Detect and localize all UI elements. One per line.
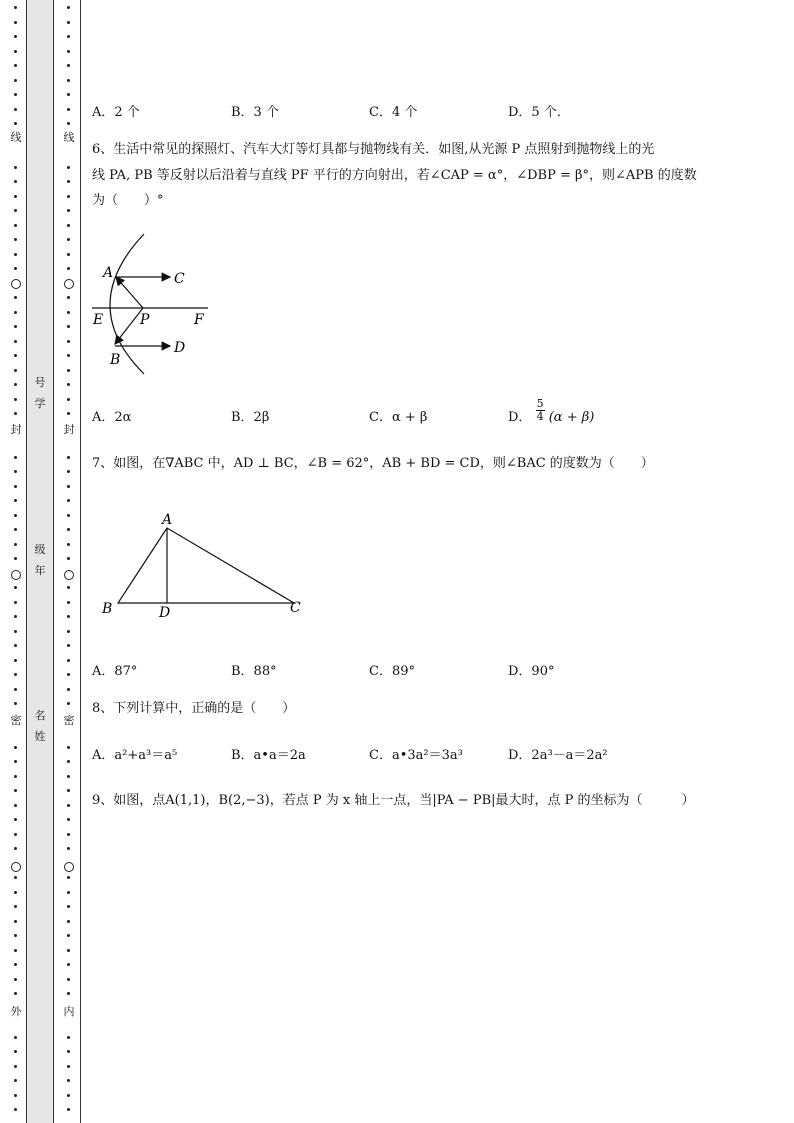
fraction-denominator: 4 xyxy=(536,410,544,423)
seal-dot xyxy=(67,354,70,357)
q5-option-c[interactable]: C．4 个 xyxy=(369,105,418,120)
seal-dot xyxy=(67,833,70,836)
field-label: 学 xyxy=(34,397,46,410)
seal-dot xyxy=(67,50,70,53)
q6-option-d-suffix: (α + β) xyxy=(548,410,595,425)
seal-dot xyxy=(67,93,70,96)
seal-dot xyxy=(67,891,70,894)
seal-circle-icon xyxy=(64,279,74,289)
seal-dot xyxy=(14,456,17,459)
left-label-xian: 线 xyxy=(10,131,22,144)
seal-dot xyxy=(67,804,70,807)
label-d: D xyxy=(174,340,186,356)
seal-circle-icon xyxy=(64,862,74,872)
seal-dot xyxy=(14,978,17,981)
seal-dot xyxy=(14,949,17,952)
seal-dot xyxy=(67,195,70,198)
q7-option-d[interactable]: D．90° xyxy=(508,664,555,679)
seal-dot xyxy=(14,64,17,67)
label-b: B xyxy=(110,352,121,368)
seal-dot xyxy=(67,847,70,850)
label-p: P xyxy=(140,312,150,328)
seal-dot xyxy=(67,412,70,415)
q5-option-d[interactable]: D．5 个． xyxy=(508,105,570,120)
seal-dot xyxy=(67,369,70,372)
seal-dot xyxy=(14,383,17,386)
seal-dot xyxy=(14,615,17,618)
ray-pa xyxy=(116,277,143,308)
left-dotted-seal-line xyxy=(9,0,23,1123)
label-a: A xyxy=(162,512,173,528)
seal-dot xyxy=(67,311,70,314)
seal-dot xyxy=(14,818,17,821)
label-d: D xyxy=(159,605,171,621)
seal-dot xyxy=(14,369,17,372)
right-dotted-seal-line xyxy=(62,0,76,1123)
student-info-strip xyxy=(26,0,54,1123)
field-label: 名 xyxy=(34,709,46,722)
binding-margin xyxy=(0,0,82,1123)
seal-dot xyxy=(67,340,70,343)
seal-dot xyxy=(14,543,17,546)
q6-option-c[interactable]: C．α + β xyxy=(369,410,428,425)
q5-option-b[interactable]: B．3 个 xyxy=(231,105,279,120)
q8-option-a[interactable]: A．a²+a³＝a⁵ xyxy=(92,748,178,763)
q5-option-a[interactable]: A．2 个 xyxy=(92,105,140,120)
q8-option-c[interactable]: C．a•3a²＝3a³ xyxy=(369,748,463,763)
seal-dot xyxy=(14,1108,17,1111)
seal-dot xyxy=(14,1050,17,1053)
seal-dot xyxy=(14,644,17,647)
seal-dot xyxy=(14,224,17,227)
seal-dot xyxy=(67,905,70,908)
seal-dot xyxy=(14,35,17,38)
triangle-abc xyxy=(118,528,294,603)
seal-circle-icon xyxy=(64,570,74,580)
seal-dot xyxy=(14,760,17,763)
seal-dot xyxy=(14,992,17,995)
seal-dot xyxy=(67,1050,70,1053)
seal-dot xyxy=(67,688,70,691)
seal-dot xyxy=(67,21,70,24)
label-f: F xyxy=(194,312,204,328)
seal-dot xyxy=(67,746,70,749)
field-label: 级 xyxy=(34,543,46,556)
seal-dot xyxy=(67,934,70,937)
seal-dot xyxy=(14,50,17,53)
left-label-feng: 封 xyxy=(10,423,22,436)
seal-dot xyxy=(14,833,17,836)
seal-dot xyxy=(67,79,70,82)
seal-dot xyxy=(14,1079,17,1082)
seal-dot xyxy=(67,1094,70,1097)
seal-dot xyxy=(67,514,70,517)
label-e: E xyxy=(93,312,104,328)
seal-dot xyxy=(67,920,70,923)
seal-dot xyxy=(14,847,17,850)
seal-dot xyxy=(14,514,17,517)
seal-dot xyxy=(14,673,17,676)
seal-dot xyxy=(67,586,70,589)
seal-dot xyxy=(67,1036,70,1039)
seal-dot xyxy=(67,876,70,879)
seal-dot xyxy=(67,166,70,169)
seal-dot xyxy=(67,1108,70,1111)
seal-circle-icon xyxy=(11,570,21,580)
seal-dot xyxy=(67,702,70,705)
seal-dot xyxy=(14,122,17,125)
seal-dot xyxy=(67,978,70,981)
field-label: 年 xyxy=(34,564,46,577)
seal-dot xyxy=(14,325,17,328)
seal-dot xyxy=(67,543,70,546)
field-label: 号 xyxy=(34,376,46,389)
seal-dot xyxy=(67,398,70,401)
seal-dot xyxy=(67,325,70,328)
label-a: A xyxy=(103,265,114,281)
seal-dot xyxy=(67,992,70,995)
seal-dot xyxy=(14,1036,17,1039)
seal-dot xyxy=(14,166,17,169)
q7-stem: 7、如图，在∇ABC 中，AD ⊥ BC，∠B = 62°，AB + BD = CD，则∠BAC 的度数为（ ） xyxy=(92,456,654,471)
seal-dot xyxy=(67,528,70,531)
seal-dot xyxy=(14,311,17,314)
seal-dot xyxy=(67,818,70,821)
left-label-mi: 密 xyxy=(10,714,22,727)
seal-dot xyxy=(67,6,70,9)
seal-dot xyxy=(14,920,17,923)
seal-dot xyxy=(14,876,17,879)
seal-dot xyxy=(67,659,70,662)
seal-dot xyxy=(14,1065,17,1068)
seal-dot xyxy=(14,108,17,111)
seal-dot xyxy=(14,21,17,24)
q8-stem: 8、下列计算中，正确的是（ ） xyxy=(92,701,296,716)
q6-option-d-prefix: D． xyxy=(508,410,532,425)
q6-stem-line-2: 线 PA, PB 等反射以后沿着与直线 PF 平行的方向射出，若∠CAP = α°，∠DBP = β°，则∠APB 的度数 xyxy=(92,168,697,183)
seal-dot xyxy=(67,64,70,67)
seal-dot xyxy=(14,296,17,299)
seal-dot xyxy=(14,963,17,966)
seal-dot xyxy=(14,354,17,357)
seal-dot xyxy=(67,963,70,966)
seal-dot xyxy=(14,238,17,241)
seal-dot xyxy=(14,412,17,415)
seal-dot xyxy=(67,122,70,125)
seal-dot xyxy=(14,905,17,908)
seal-dot xyxy=(14,789,17,792)
seal-dot xyxy=(67,601,70,604)
right-label-nei: 内 xyxy=(63,1005,75,1018)
label-c: C xyxy=(174,271,185,287)
seal-dot xyxy=(67,35,70,38)
seal-dot xyxy=(14,775,17,778)
right-label-mi: 密 xyxy=(63,714,75,727)
margin-border-line xyxy=(80,0,81,1123)
seal-dot xyxy=(67,456,70,459)
seal-dot xyxy=(14,586,17,589)
seal-dot xyxy=(14,659,17,662)
seal-circle-icon xyxy=(11,279,21,289)
seal-dot xyxy=(67,1065,70,1068)
seal-dot xyxy=(67,499,70,502)
seal-dot xyxy=(14,934,17,937)
seal-dot xyxy=(67,615,70,618)
seal-dot xyxy=(14,1094,17,1097)
q7-option-c[interactable]: C．89° xyxy=(369,664,415,679)
seal-dot xyxy=(14,180,17,183)
seal-dot xyxy=(14,340,17,343)
seal-dot xyxy=(67,253,70,256)
seal-dot xyxy=(67,557,70,560)
seal-dot xyxy=(67,224,70,227)
ray-pb xyxy=(115,308,143,344)
seal-dot xyxy=(67,673,70,676)
q8-option-d[interactable]: D．2a³－a＝2a² xyxy=(508,748,608,763)
seal-dot xyxy=(14,253,17,256)
seal-dot xyxy=(67,470,70,473)
left-label-wai: 外 xyxy=(10,1005,22,1018)
seal-dot xyxy=(67,1079,70,1082)
seal-dot xyxy=(67,296,70,299)
q6-stem-line-1: 6、生活中常见的探照灯、汽车大灯等灯具都与抛物线有关．如图,从光源 P 点照射到抛物线上的光 xyxy=(92,142,655,157)
q6-option-d[interactable] xyxy=(508,398,594,423)
seal-dot xyxy=(14,485,17,488)
seal-dot xyxy=(14,93,17,96)
seal-dot xyxy=(67,760,70,763)
right-label-feng: 封 xyxy=(63,423,75,436)
seal-dot xyxy=(14,688,17,691)
seal-dot xyxy=(14,528,17,531)
seal-dot xyxy=(67,209,70,212)
seal-dot xyxy=(14,804,17,807)
seal-dot xyxy=(67,238,70,241)
seal-dot xyxy=(14,209,17,212)
seal-dot xyxy=(14,601,17,604)
seal-dot xyxy=(67,644,70,647)
label-b: B xyxy=(102,601,113,617)
q6-parabola-figure xyxy=(88,228,218,378)
q6-stem-line-3: 为（ ）° xyxy=(92,193,164,208)
seal-circle-icon xyxy=(11,862,21,872)
seal-dot xyxy=(14,6,17,9)
seal-dot xyxy=(14,79,17,82)
q7-triangle-figure xyxy=(96,508,316,626)
fraction xyxy=(536,398,545,423)
seal-dot xyxy=(14,702,17,705)
field-label: 姓 xyxy=(34,730,46,743)
seal-dot xyxy=(14,267,17,270)
q8-option-b[interactable]: B．a•a＝2a xyxy=(231,748,306,763)
seal-dot xyxy=(67,949,70,952)
seal-dot xyxy=(67,789,70,792)
q9-stem: 9、如图，点A(1,1)，B(2,−3)，若点 P 为 x 轴上一点，当|PA − PB|最大时，点 P 的坐标为（ ） xyxy=(92,793,695,808)
seal-dot xyxy=(14,499,17,502)
seal-dot xyxy=(67,180,70,183)
seal-dot xyxy=(67,267,70,270)
q6-option-b[interactable]: B．2β xyxy=(231,410,270,425)
right-label-xian: 线 xyxy=(63,131,75,144)
seal-dot xyxy=(14,470,17,473)
seal-dot xyxy=(14,398,17,401)
seal-dot xyxy=(67,108,70,111)
seal-dot xyxy=(67,630,70,633)
seal-dot xyxy=(14,746,17,749)
q7-option-b[interactable]: B．88° xyxy=(231,664,277,679)
seal-dot xyxy=(14,630,17,633)
fraction-numerator: 5 xyxy=(536,397,544,410)
seal-dot xyxy=(67,775,70,778)
seal-dot xyxy=(14,557,17,560)
seal-dot xyxy=(67,485,70,488)
q6-option-a[interactable]: A．2α xyxy=(92,410,132,425)
seal-dot xyxy=(14,195,17,198)
seal-dot xyxy=(67,383,70,386)
label-c: C xyxy=(290,600,301,616)
seal-dot xyxy=(14,891,17,894)
q7-option-a[interactable]: A．87° xyxy=(92,664,138,679)
